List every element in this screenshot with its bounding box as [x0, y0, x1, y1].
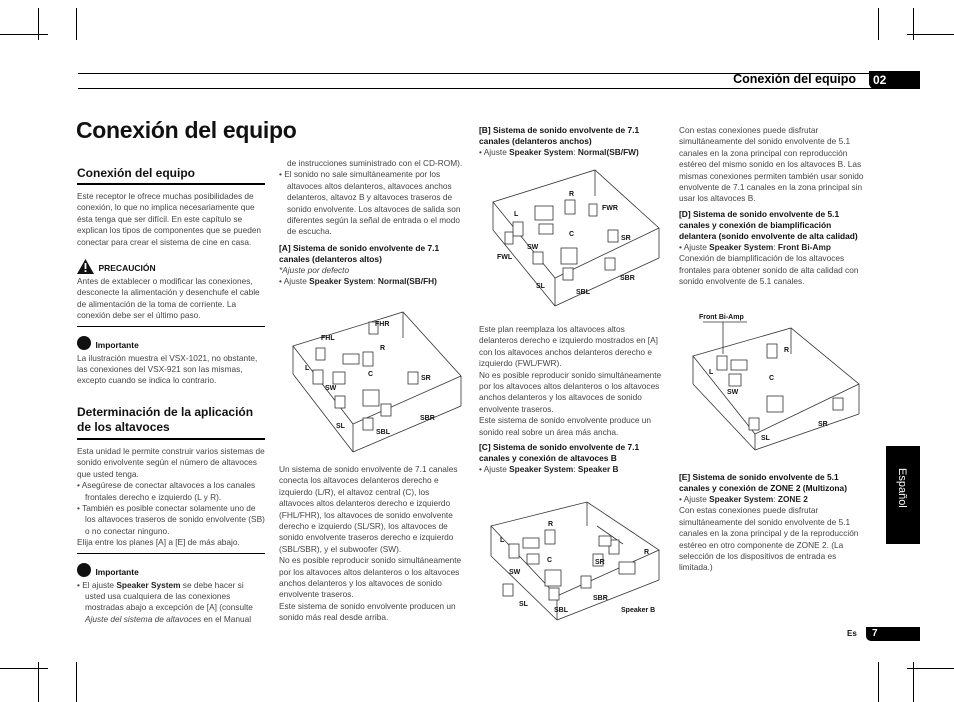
speaker-label: R [569, 191, 575, 198]
paragraph: Con estas conexiones puede disfrutar simultáneamente del sonido envolvente de 5.1 canales en la zona principal con reproducción estéreo del mismo sonido en los altavoces B. Las mismas conexiones permiten también usar sonido envolvente de 7.1 canales en la zona principal sin usar los altavoces B. [679, 125, 864, 204]
page-number: 7 [866, 627, 920, 641]
default-note: *Ajuste por defecto [279, 264, 350, 275]
setting-line: • Ajuste Speaker System: ZONE 2 [679, 494, 808, 504]
section-rule [77, 438, 265, 440]
speaker-label: L [709, 369, 714, 376]
bullet: • El sonido no sale simultáneamente por los altavoces altos delanteros, altavoces anchos delanteros, altavoz B y altavoces traseros de sonido envolvente. Los altavoces de salida son diferentes según la señal de entrada o el modo de escucha. [279, 169, 461, 237]
speaker-label: R [548, 521, 554, 528]
crop-mark [907, 668, 954, 669]
diagram-plan-a [283, 306, 465, 454]
divider [77, 326, 265, 327]
column-4 [679, 125, 867, 287]
column-2 [279, 158, 465, 288]
annotation-label: Front Bi-Amp [699, 314, 744, 321]
speaker-label: SR [595, 559, 605, 566]
column-3-lower [479, 324, 665, 475]
crop-mark [0, 668, 48, 669]
setting-line: • Ajuste Speaker System: Normal(SB/FH) [279, 276, 437, 287]
diagram-plan-d [683, 310, 865, 452]
speaker-label: C [769, 375, 775, 382]
speaker-label: Speaker B [621, 607, 656, 614]
footer-language: Es [847, 629, 857, 638]
speaker-label: SW [727, 389, 739, 396]
setting-line: • Ajuste Speaker System: Normal(SB/FW) [479, 147, 639, 157]
speaker-label: SL [761, 435, 770, 442]
bullet: • El ajuste Speaker System se debe hacer si usted usa cualquiera de las conexiones mostradas abajo a excepción de [A] (consulte Ajuste del sistema de altavoces en el Manual [77, 579, 253, 624]
warning-icon [77, 259, 94, 274]
speaker-label: SR [421, 375, 431, 382]
speaker-label: R [784, 347, 790, 354]
crop-mark [878, 662, 879, 702]
crop-mark [76, 8, 77, 40]
speaker-label: SBR [420, 415, 435, 422]
paragraph: Esta unidad le permite construir varios sistemas de sonido envolvente según el número de altavoces que usted tenga. [77, 445, 265, 479]
note-icon [77, 336, 91, 350]
speaker-label: FHL [321, 335, 335, 342]
crop-mark [76, 662, 77, 702]
speaker-label: C [368, 371, 374, 378]
setting-line: • Ajuste Speaker System: Front Bi-Amp [679, 241, 831, 252]
divider [77, 553, 265, 554]
paragraph: de instrucciones suministrado con el CD-ROM). [287, 158, 463, 168]
speaker-label: L [500, 537, 505, 544]
paragraph: No es posible reproducir sonido simultáneamente por los altavoces altos delanteros o los altavoces anchos delanteros y los altavoces de sonido envolvente traseros. [479, 369, 662, 414]
caution-text: Antes de extablecer o modificar las conexiones, desconecte la alimentación y desenchufe el cable de alimentación de la toma de corriente. La conexión debe ser el último paso. [77, 276, 260, 321]
speaker-label: C [547, 557, 553, 564]
crop-mark [38, 8, 39, 40]
important-label: Importante [95, 566, 139, 577]
speaker-label: SR [818, 421, 828, 428]
important-heading [77, 335, 265, 353]
speaker-label: L [514, 211, 519, 218]
plan-d-title: [D] Sistema de sonido envolvente de 5.1 canales y conexión de biamplificación delantera (sonido envolvente de alta calidad) [679, 208, 858, 241]
column-4-lower [679, 472, 867, 574]
speaker-label: SBL [576, 289, 590, 296]
paragraph: Elija entre los planes [A] a [E] de más abajo. [77, 537, 240, 548]
section-rule [77, 183, 265, 185]
setting-line: • Ajuste Speaker System: Speaker B [479, 464, 619, 475]
speaker-label: R [380, 345, 386, 352]
speaker-label: SL [519, 601, 528, 608]
crop-mark [907, 34, 954, 35]
important-label: Importante [95, 339, 139, 350]
speaker-label: FHR [375, 321, 390, 328]
paragraph: Este receptor le ofrece muchas posibilidades de conexión, lo que no implica necesariamente que ésta tenga que ser difícil. En este capítulo se explican los tipos de componentes que se pueden conectar para crear el sistema de cine en casa. [77, 191, 262, 247]
page-title: Conexión del equipo [76, 117, 297, 143]
speaker-label: SL [336, 423, 345, 430]
bullet: • Asegúrese de conectar altavoces a los canales frontales derecho e izquierdo (L y R). [77, 480, 256, 502]
speaker-label: SW [325, 385, 337, 392]
crop-mark [878, 8, 879, 40]
speaker-label: C [569, 231, 575, 238]
plan-c-title: [C] Sistema de sonido envolvente de 7.1 canales y conexión de altavoces B [479, 442, 640, 464]
speaker-label: SBL [376, 429, 390, 436]
speaker-label: L [305, 365, 310, 372]
speaker-label: FWL [497, 254, 513, 261]
speaker-label: SBL [554, 607, 568, 614]
crop-mark [0, 34, 48, 35]
note-icon [77, 563, 91, 577]
paragraph: Este sistema de sonido envolvente producen un sonido más real desde arriba. [279, 600, 456, 623]
paragraph: No es posible reproducir sonido simultáneamente por los altavoces altos delanteros o los altavoces anchos delanteros y los altavoces de sonido envolvente traseros. [279, 555, 462, 600]
section-title: Conexión del equipo [77, 166, 196, 180]
speaker-label: SL [536, 283, 545, 290]
speaker-label: SBR [593, 595, 608, 602]
caution-label: PRECAUCIÓN [98, 263, 156, 274]
header-title: Conexión del equipo [733, 72, 856, 86]
speaker-label: R [644, 549, 650, 556]
chapter-number: 02 [869, 71, 920, 89]
paragraph: Un sistema de sonido envolvente de 7.1 canales conecta los altavoces delanteros derecho e izquierdo (L/R), el altavoz central (C), los altavoces altos delanteros derecho e izquierdo (FHL/FHR), los altavoces de sonido envolvente derecho e izquierdo (SL/SR), los altavoces de sonido envolvente traseros derecho e izquierdo (SBL/SBR), y el subwoofer (SW). [279, 464, 458, 554]
caution-heading [77, 258, 265, 276]
important-text: La ilustración muestra el VSX-1021, no obstante, las conexiones del VSX-921 son las mismas, excepto cuando se indica lo contrario. [77, 352, 258, 386]
paragraph: Este plan reemplaza los altavoces altos delanteros derecho e izquierdo mostrados en [A] con los altavoces anchos delanteros derecho e izquierdo (FWL/FWR). [479, 324, 658, 369]
crop-mark [913, 8, 914, 40]
language-tab: Español [886, 446, 920, 544]
bullet: • También es posible conectar solamente uno de los altavoces traseros de sonido envolvente (SB) o no conectar ninguno. [77, 502, 265, 536]
paragraph: Con estas conexiones puede disfrutar simultáneamente del sonido envolvente de 5.1 canales en la zona principal y de la reproducción estéreo en otro componente de ZONE 2. (La selección de los dispositivos de entrada es limitada.) [679, 505, 859, 573]
speaker-label: SBR [620, 275, 635, 282]
speaker-label: FWR [602, 205, 618, 212]
diagram-plan-c [483, 500, 665, 622]
diagram-plan-b [483, 166, 663, 308]
speaker-label: SR [621, 235, 631, 242]
plan-b-title: [B] Sistema de sonido envolvente de 7.1 canales (delanteros anchos) [479, 125, 640, 146]
plan-a-title: [A] Sistema de sonido envolvente de 7.1 canales (delanteros altos) [279, 242, 440, 264]
plan-e-title: [E] Sistema de sonido envolvente de 5.1 canales y conexión de ZONE 2 (Multizona) [679, 472, 847, 493]
column-3 [479, 125, 665, 158]
paragraph: Conexión de biamplificación de los altavoces frontales para obtener sonido de alta calidad con sonido envolvente de 5.1 canales. [679, 253, 859, 287]
paragraph: Este sistema de sonido envolvente produce un sonido real sobre un área más ancha. [479, 415, 652, 437]
important-heading [77, 562, 265, 580]
column-2-lower [279, 464, 465, 624]
section-title: Determinación de la aplicación de los altavoces [77, 404, 254, 434]
column-1 [77, 166, 265, 625]
speaker-label: SW [509, 569, 521, 576]
speaker-label: SW [527, 244, 539, 251]
